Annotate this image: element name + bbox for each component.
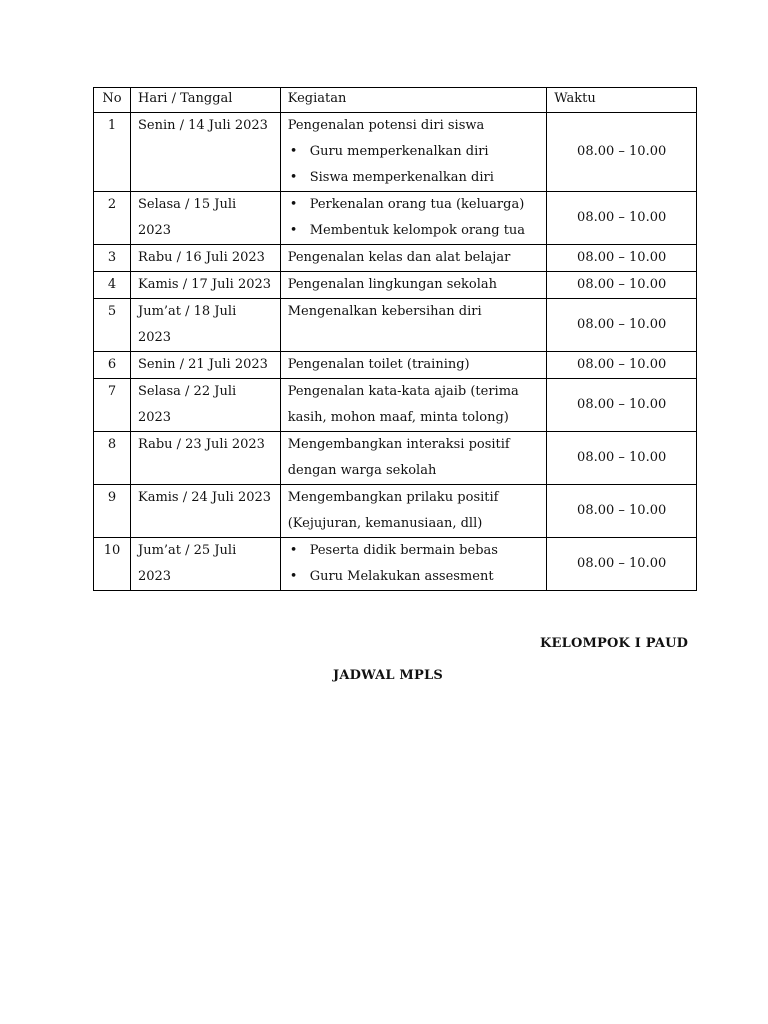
- activity-bullet-item: • Peserta didik bermain bebas: [288, 538, 540, 564]
- row-time: 08.00 – 10.00: [547, 379, 697, 432]
- activity-bullet-item: • Perkenalan orang tua (keluarga): [288, 192, 540, 218]
- activity-text: Pengenalan kata-kata ajaib (terima kasih, mohon maaf, minta tolong): [287, 384, 519, 425]
- row-activity: [280, 245, 547, 272]
- schedule-table: [93, 87, 697, 591]
- row-day-date: Selasa / 15 Juli 2023: [130, 192, 280, 245]
- row-time: 08.00 – 10.00: [547, 299, 697, 352]
- row-number: 4: [94, 272, 131, 299]
- group-label: KELOMPOK I PAUD: [540, 636, 689, 651]
- row-time: 08.00 – 10.00: [547, 538, 697, 591]
- header-time: Waktu: [547, 88, 697, 113]
- row-number: 2: [94, 192, 131, 245]
- activity-text: Mengembangkan interaksi positif dengan warga sekolah: [287, 437, 510, 478]
- row-day-date: Rabu / 16 Juli 2023: [130, 245, 280, 272]
- row-time: 08.00 – 10.00: [547, 272, 697, 299]
- activity-text: Pengenalan toilet (training): [287, 357, 470, 372]
- table-row: [94, 272, 697, 299]
- activity-bullet-item: • Siswa memperkenalkan diri: [288, 165, 540, 191]
- row-number: 8: [94, 432, 131, 485]
- row-number: 10: [94, 538, 131, 591]
- activity-text: Pengenalan kelas dan alat belajar: [287, 250, 511, 265]
- row-time: 08.00 – 10.00: [547, 352, 697, 379]
- activity-bullet-item: • Guru memperkenalkan diri: [288, 139, 540, 165]
- row-day-date: Senin / 21 Juli 2023: [130, 352, 280, 379]
- row-number: 9: [94, 485, 131, 538]
- row-day-date: Rabu / 23 Juli 2023: [130, 432, 280, 485]
- activity-bullet-item: • Guru Melakukan assesment: [288, 564, 540, 590]
- activity-text: Pengenalan potensi diri siswa: [287, 118, 485, 133]
- header-activity: Kegiatan: [280, 88, 547, 113]
- row-day-date: Senin / 14 Juli 2023: [130, 113, 280, 192]
- table-row: [94, 192, 697, 245]
- table-row: [94, 432, 697, 485]
- row-activity: [280, 538, 547, 591]
- row-number: 1: [94, 113, 131, 192]
- row-activity: [280, 299, 547, 352]
- row-number: 3: [94, 245, 131, 272]
- table-row: [94, 245, 697, 272]
- row-number: 7: [94, 379, 131, 432]
- table-header-row: [94, 88, 697, 113]
- row-activity: [280, 272, 547, 299]
- row-activity: [280, 113, 547, 192]
- activity-bullet-list: [288, 538, 540, 590]
- row-day-date: Kamis / 24 Juli 2023: [130, 485, 280, 538]
- table-row: [94, 113, 697, 192]
- activity-text: Mengenalkan kebersihan diri: [287, 304, 482, 319]
- activity-bullet-list: [288, 139, 540, 191]
- table-row: [94, 485, 697, 538]
- activity-text: Mengembangkan prilaku positif (Kejujuran, kemanusiaan, dll): [287, 490, 499, 531]
- row-activity: [280, 379, 547, 432]
- row-time: 08.00 – 10.00: [547, 432, 697, 485]
- table-row: [94, 538, 697, 591]
- table-row: [94, 379, 697, 432]
- table-row: [94, 352, 697, 379]
- header-day: Hari / Tanggal: [130, 88, 280, 113]
- row-activity: [280, 432, 547, 485]
- row-time: 08.00 – 10.00: [547, 192, 697, 245]
- row-time: 08.00 – 10.00: [547, 245, 697, 272]
- row-activity: [280, 352, 547, 379]
- row-day-date: Jum’at / 25 Juli 2023: [130, 538, 280, 591]
- row-time: 08.00 – 10.00: [547, 485, 697, 538]
- activity-bullet-item: • Membentuk kelompok orang tua: [288, 218, 540, 244]
- row-activity: [280, 192, 547, 245]
- document-title: JADWAL MPLS: [333, 668, 443, 683]
- table-row: [94, 299, 697, 352]
- header-no: No: [94, 88, 131, 113]
- row-day-date: Jum’at / 18 Juli 2023: [130, 299, 280, 352]
- row-number: 6: [94, 352, 131, 379]
- row-day-date: Kamis / 17 Juli 2023: [130, 272, 280, 299]
- row-day-date: Selasa / 22 Juli 2023: [130, 379, 280, 432]
- activity-text: Pengenalan lingkungan sekolah: [287, 277, 498, 292]
- row-activity: [280, 485, 547, 538]
- row-time: 08.00 – 10.00: [547, 113, 697, 192]
- row-number: 5: [94, 299, 131, 352]
- activity-bullet-list: [288, 192, 540, 244]
